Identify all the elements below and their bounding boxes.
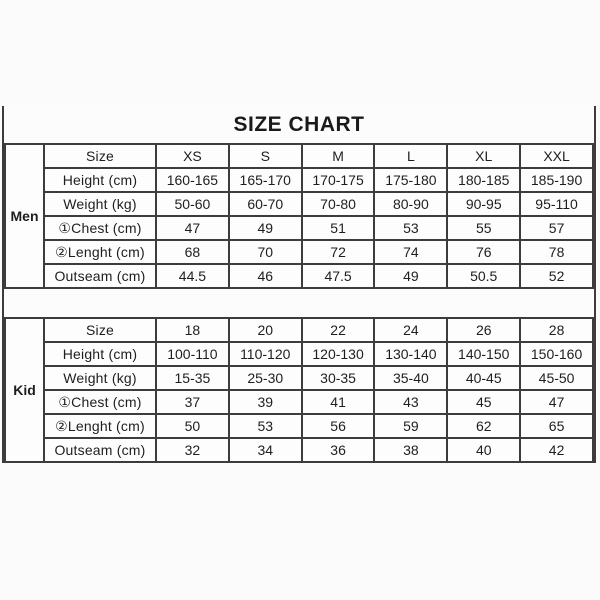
- table-row: [5, 414, 593, 438]
- row-label: ①Chest (cm): [44, 390, 156, 414]
- value-cell: 15-35: [156, 366, 229, 390]
- value-cell: 47.5: [302, 264, 375, 288]
- value-cell: 180-185: [447, 168, 520, 192]
- value-cell: 72: [302, 240, 375, 264]
- table-row: [5, 240, 593, 264]
- value-cell: 50-60: [156, 192, 229, 216]
- row-label: ②Lenght (cm): [44, 414, 156, 438]
- value-cell: 90-95: [447, 192, 520, 216]
- value-cell: 41: [302, 390, 375, 414]
- value-cell: S: [229, 144, 302, 168]
- value-cell: 130-140: [374, 342, 447, 366]
- kid-size-table: [4, 317, 594, 463]
- value-cell: 65: [520, 414, 593, 438]
- value-cell: 50.5: [447, 264, 520, 288]
- value-cell: 24: [374, 318, 447, 342]
- row-label: Outseam (cm): [44, 264, 156, 288]
- value-cell: 35-40: [374, 366, 447, 390]
- row-label: Height (cm): [44, 342, 156, 366]
- value-cell: 37: [156, 390, 229, 414]
- value-cell: 70: [229, 240, 302, 264]
- value-cell: 25-30: [229, 366, 302, 390]
- value-cell: 22: [302, 318, 375, 342]
- table-row: [5, 168, 593, 192]
- value-cell: 55: [447, 216, 520, 240]
- row-label: Weight (kg): [44, 192, 156, 216]
- row-label: Weight (kg): [44, 366, 156, 390]
- row-label: Height (cm): [44, 168, 156, 192]
- value-cell: 43: [374, 390, 447, 414]
- row-label: ①Chest (cm): [44, 216, 156, 240]
- value-cell: 18: [156, 318, 229, 342]
- value-cell: 120-130: [302, 342, 375, 366]
- value-cell: 40-45: [447, 366, 520, 390]
- value-cell: L: [374, 144, 447, 168]
- value-cell: 20: [229, 318, 302, 342]
- value-cell: 95-110: [520, 192, 593, 216]
- value-cell: 185-190: [520, 168, 593, 192]
- table-row: [5, 144, 593, 168]
- value-cell: 59: [374, 414, 447, 438]
- value-cell: 30-35: [302, 366, 375, 390]
- value-cell: 28: [520, 318, 593, 342]
- value-cell: 52: [520, 264, 593, 288]
- value-cell: 38: [374, 438, 447, 462]
- value-cell: 42: [520, 438, 593, 462]
- value-cell: 57: [520, 216, 593, 240]
- value-cell: 62: [447, 414, 520, 438]
- value-cell: 53: [374, 216, 447, 240]
- row-label: Size: [44, 144, 156, 168]
- table-row: [5, 438, 593, 462]
- value-cell: 160-165: [156, 168, 229, 192]
- value-cell: 78: [520, 240, 593, 264]
- value-cell: 51: [302, 216, 375, 240]
- value-cell: 45: [447, 390, 520, 414]
- row-label: Outseam (cm): [44, 438, 156, 462]
- table-row: [5, 366, 593, 390]
- value-cell: 53: [229, 414, 302, 438]
- value-cell: 165-170: [229, 168, 302, 192]
- value-cell: 70-80: [302, 192, 375, 216]
- value-cell: 39: [229, 390, 302, 414]
- row-label: Size: [44, 318, 156, 342]
- table-row: [5, 264, 593, 288]
- value-cell: 46: [229, 264, 302, 288]
- men-size-table: [4, 143, 594, 289]
- value-cell: 76: [447, 240, 520, 264]
- value-cell: 175-180: [374, 168, 447, 192]
- value-cell: 26: [447, 318, 520, 342]
- value-cell: 49: [229, 216, 302, 240]
- men-group-label: Men: [5, 144, 44, 288]
- value-cell: 32: [156, 438, 229, 462]
- value-cell: 150-160: [520, 342, 593, 366]
- value-cell: 56: [302, 414, 375, 438]
- value-cell: 50: [156, 414, 229, 438]
- size-chart-frame: [2, 106, 596, 463]
- value-cell: M: [302, 144, 375, 168]
- table-gap: [4, 289, 594, 317]
- value-cell: 36: [302, 438, 375, 462]
- value-cell: 140-150: [447, 342, 520, 366]
- value-cell: XL: [447, 144, 520, 168]
- value-cell: 45-50: [520, 366, 593, 390]
- table-row: [5, 390, 593, 414]
- value-cell: 40: [447, 438, 520, 462]
- value-cell: 80-90: [374, 192, 447, 216]
- value-cell: 49: [374, 264, 447, 288]
- value-cell: XXL: [520, 144, 593, 168]
- value-cell: 68: [156, 240, 229, 264]
- value-cell: XS: [156, 144, 229, 168]
- kid-group-label: Kid: [5, 318, 44, 462]
- value-cell: 47: [520, 390, 593, 414]
- row-label: ②Lenght (cm): [44, 240, 156, 264]
- table-row: [5, 318, 593, 342]
- title-band: [4, 106, 594, 143]
- page-title: SIZE CHART: [233, 112, 365, 136]
- value-cell: 44.5: [156, 264, 229, 288]
- table-row: [5, 342, 593, 366]
- table-row: [5, 216, 593, 240]
- value-cell: 34: [229, 438, 302, 462]
- table-row: [5, 192, 593, 216]
- value-cell: 60-70: [229, 192, 302, 216]
- value-cell: 74: [374, 240, 447, 264]
- value-cell: 110-120: [229, 342, 302, 366]
- value-cell: 100-110: [156, 342, 229, 366]
- value-cell: 47: [156, 216, 229, 240]
- value-cell: 170-175: [302, 168, 375, 192]
